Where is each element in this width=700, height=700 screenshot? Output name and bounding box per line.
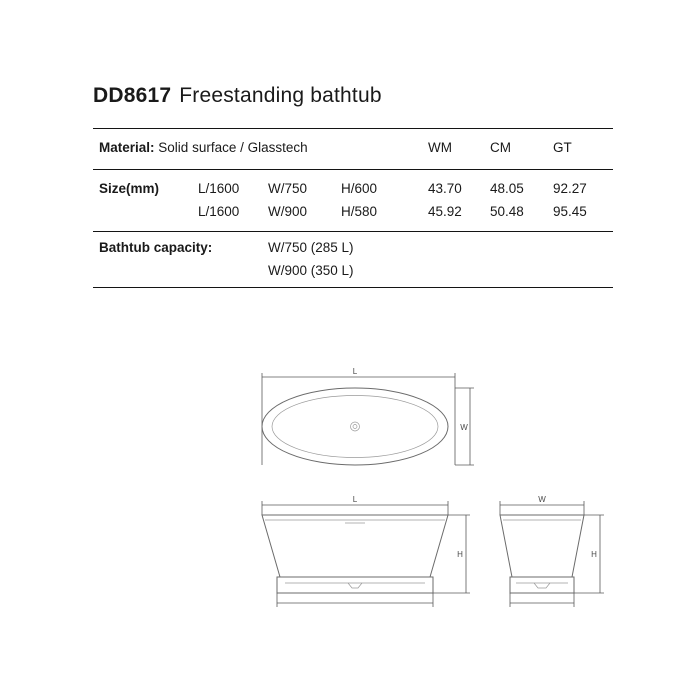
size-row2-wm: 45.92	[428, 204, 462, 219]
size-row2-height: H/580	[341, 204, 378, 219]
column-header-wm: WM	[428, 140, 452, 155]
page-title	[93, 84, 382, 108]
column-header-cm: CM	[490, 140, 511, 155]
size-row2-width: W/900	[268, 204, 308, 219]
table-rule-bottom	[93, 287, 613, 288]
size-row2-length: L/1600	[198, 204, 240, 219]
product-name: Freestanding bathtub	[179, 84, 382, 107]
drawing-side-view	[500, 495, 604, 607]
table-rule-top	[93, 128, 613, 129]
size-row1-length: L/1600	[198, 181, 240, 196]
column-header-gt: GT	[553, 140, 572, 155]
table-rule-material	[93, 169, 613, 170]
drawing-front-view	[262, 495, 470, 607]
capacity-value-750: W/750 (285 L)	[268, 240, 354, 255]
table-rule-size	[93, 231, 613, 232]
front-view-length-label: L	[352, 495, 358, 504]
material-label-group	[99, 140, 308, 155]
table-row-material	[93, 137, 613, 167]
front-view-height-label: H	[457, 550, 463, 559]
capacity-value-900: W/900 (350 L)	[268, 263, 354, 278]
table-row-size	[93, 175, 613, 229]
technical-drawings	[0, 355, 700, 635]
size-row2-gt: 95.45	[553, 204, 587, 219]
size-row1-cm: 48.05	[490, 181, 524, 196]
drawings-svg	[0, 355, 700, 635]
size-row2-cm: 50.48	[490, 204, 524, 219]
top-view-length-label: L	[352, 367, 358, 376]
size-row1-gt: 92.27	[553, 181, 587, 196]
material-value: Solid surface / Glasstech	[158, 140, 308, 155]
size-row1-wm: 43.70	[428, 181, 462, 196]
capacity-label: Bathtub capacity:	[99, 240, 213, 255]
side-view-width-label: W	[538, 495, 546, 504]
size-row1-height: H/600	[341, 181, 378, 196]
size-label: Size(mm)	[99, 181, 160, 196]
size-row1-width: W/750	[268, 181, 308, 196]
drawing-top-view	[262, 367, 474, 465]
table-row-capacity	[93, 238, 613, 286]
side-view-height-label: H	[591, 550, 597, 559]
material-label: Material:	[99, 140, 155, 155]
top-view-width-label: W	[460, 423, 468, 432]
product-code: DD8617	[93, 84, 172, 107]
